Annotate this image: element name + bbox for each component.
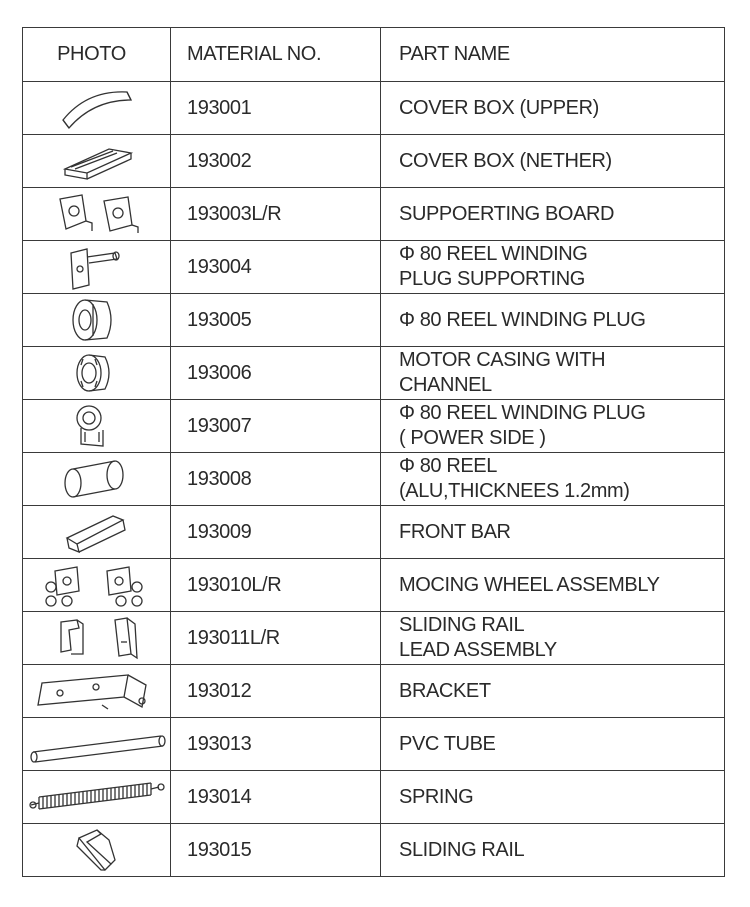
- part-name-line: MOCING WHEEL ASSEMBLY: [399, 573, 660, 596]
- parts-sheet: [22, 27, 724, 877]
- reel-tube-icon: [57, 455, 137, 503]
- part-name-line: Φ 80 REEL: [399, 455, 497, 477]
- table-row: [23, 347, 725, 400]
- table-row: [23, 82, 725, 135]
- part-name-line: SLIDING RAIL: [399, 614, 525, 636]
- table-row: [23, 718, 725, 771]
- part-name: [381, 82, 725, 135]
- table-row: [23, 771, 725, 824]
- table-row: [23, 506, 725, 559]
- motor-casing-icon: [57, 349, 137, 397]
- part-name-line: CHANNEL: [399, 374, 492, 396]
- photo-cell: [23, 453, 171, 506]
- part-name: [381, 135, 725, 188]
- part-name: [381, 506, 725, 559]
- part-name-line: PVC TUBE: [399, 732, 496, 755]
- material-no: 193008: [171, 453, 381, 506]
- material-no: 193013: [171, 718, 381, 771]
- winding-plug-icon: [57, 296, 137, 344]
- cover-box-upper-icon: [57, 86, 137, 130]
- wheel-assembly-icon: [37, 561, 157, 609]
- photo-cell: [23, 612, 171, 665]
- material-no: 193005: [171, 294, 381, 347]
- part-name-line: ( POWER SIDE ): [399, 427, 546, 449]
- table-body: [23, 82, 725, 877]
- table-row: [23, 559, 725, 612]
- table-row: [23, 241, 725, 294]
- part-name-line: PLUG SUPPORTING: [399, 268, 585, 290]
- photo-cell: [23, 347, 171, 400]
- material-no: 193002: [171, 135, 381, 188]
- photo-cell: [23, 400, 171, 453]
- part-name-line: Φ 80 REEL WINDING PLUG: [399, 402, 646, 424]
- part-name-line: Φ 80 REEL WINDING: [399, 243, 588, 265]
- material-no: 193007: [171, 400, 381, 453]
- photo-cell: [23, 824, 171, 877]
- part-name-line: COVER BOX (UPPER): [399, 96, 599, 119]
- table-row: [23, 612, 725, 665]
- part-name: [381, 294, 725, 347]
- supporting-board-icon: [52, 191, 142, 237]
- material-no: 193015: [171, 824, 381, 877]
- material-no: 193012: [171, 665, 381, 718]
- table-row: [23, 665, 725, 718]
- plug-supporting-icon: [57, 243, 137, 291]
- material-no: 193001: [171, 82, 381, 135]
- sliding-rail-icon: [57, 826, 137, 874]
- bracket-icon: [32, 667, 162, 715]
- material-no: 193011L/R: [171, 612, 381, 665]
- front-bar-icon: [57, 508, 137, 556]
- part-name: [381, 188, 725, 241]
- photo-cell: [23, 665, 171, 718]
- part-name-line: SPRING: [399, 785, 474, 808]
- part-name-line: FRONT BAR: [399, 520, 511, 543]
- part-name: [381, 453, 725, 506]
- photo-cell: [23, 188, 171, 241]
- table-row: [23, 294, 725, 347]
- photo-cell: [23, 82, 171, 135]
- material-no: 193009: [171, 506, 381, 559]
- photo-cell: [23, 135, 171, 188]
- table-header-row: [23, 28, 725, 82]
- material-no: 193003L/R: [171, 188, 381, 241]
- part-name: [381, 347, 725, 400]
- spring-icon: [27, 777, 167, 817]
- part-name: [381, 400, 725, 453]
- table-row: [23, 453, 725, 506]
- part-name-line: SUPPOERTING BOARD: [399, 202, 615, 225]
- table-row: [23, 188, 725, 241]
- part-name: [381, 559, 725, 612]
- parts-table: [22, 27, 725, 877]
- table-row: [23, 135, 725, 188]
- material-no: 193014: [171, 771, 381, 824]
- material-no: 193004: [171, 241, 381, 294]
- material-no: 193006: [171, 347, 381, 400]
- part-name-line: BRACKET: [399, 679, 491, 702]
- part-name: [381, 771, 725, 824]
- photo-cell: [23, 241, 171, 294]
- part-name-line: MOTOR CASING WITH: [399, 349, 606, 371]
- header-photo: PHOTO: [23, 28, 171, 82]
- header-part-name: PART NAME: [381, 28, 725, 82]
- part-name: [381, 241, 725, 294]
- photo-cell: [23, 506, 171, 559]
- photo-cell: [23, 559, 171, 612]
- cover-box-nether-icon: [57, 139, 137, 183]
- part-name-line: LEAD ASSEMBLY: [399, 639, 557, 661]
- part-name: [381, 665, 725, 718]
- header-material-no: MATERIAL NO.: [171, 28, 381, 82]
- part-name-line: Φ 80 REEL WINDING PLUG: [399, 308, 646, 331]
- part-name-line: SLIDING RAIL: [399, 838, 525, 861]
- photo-cell: [23, 771, 171, 824]
- winding-plug-power-side-icon: [57, 402, 137, 450]
- part-name-line: COVER BOX (NETHER): [399, 149, 612, 172]
- material-no: 193010L/R: [171, 559, 381, 612]
- part-name: [381, 612, 725, 665]
- part-name-line: (ALU,THICKNEES 1.2mm): [399, 480, 630, 502]
- rail-lead-icon: [47, 614, 147, 662]
- part-name: [381, 718, 725, 771]
- part-name: [381, 824, 725, 877]
- table-row: [23, 824, 725, 877]
- pvc-tube-icon: [27, 720, 167, 768]
- photo-cell: [23, 294, 171, 347]
- table-row: [23, 400, 725, 453]
- photo-cell: [23, 718, 171, 771]
